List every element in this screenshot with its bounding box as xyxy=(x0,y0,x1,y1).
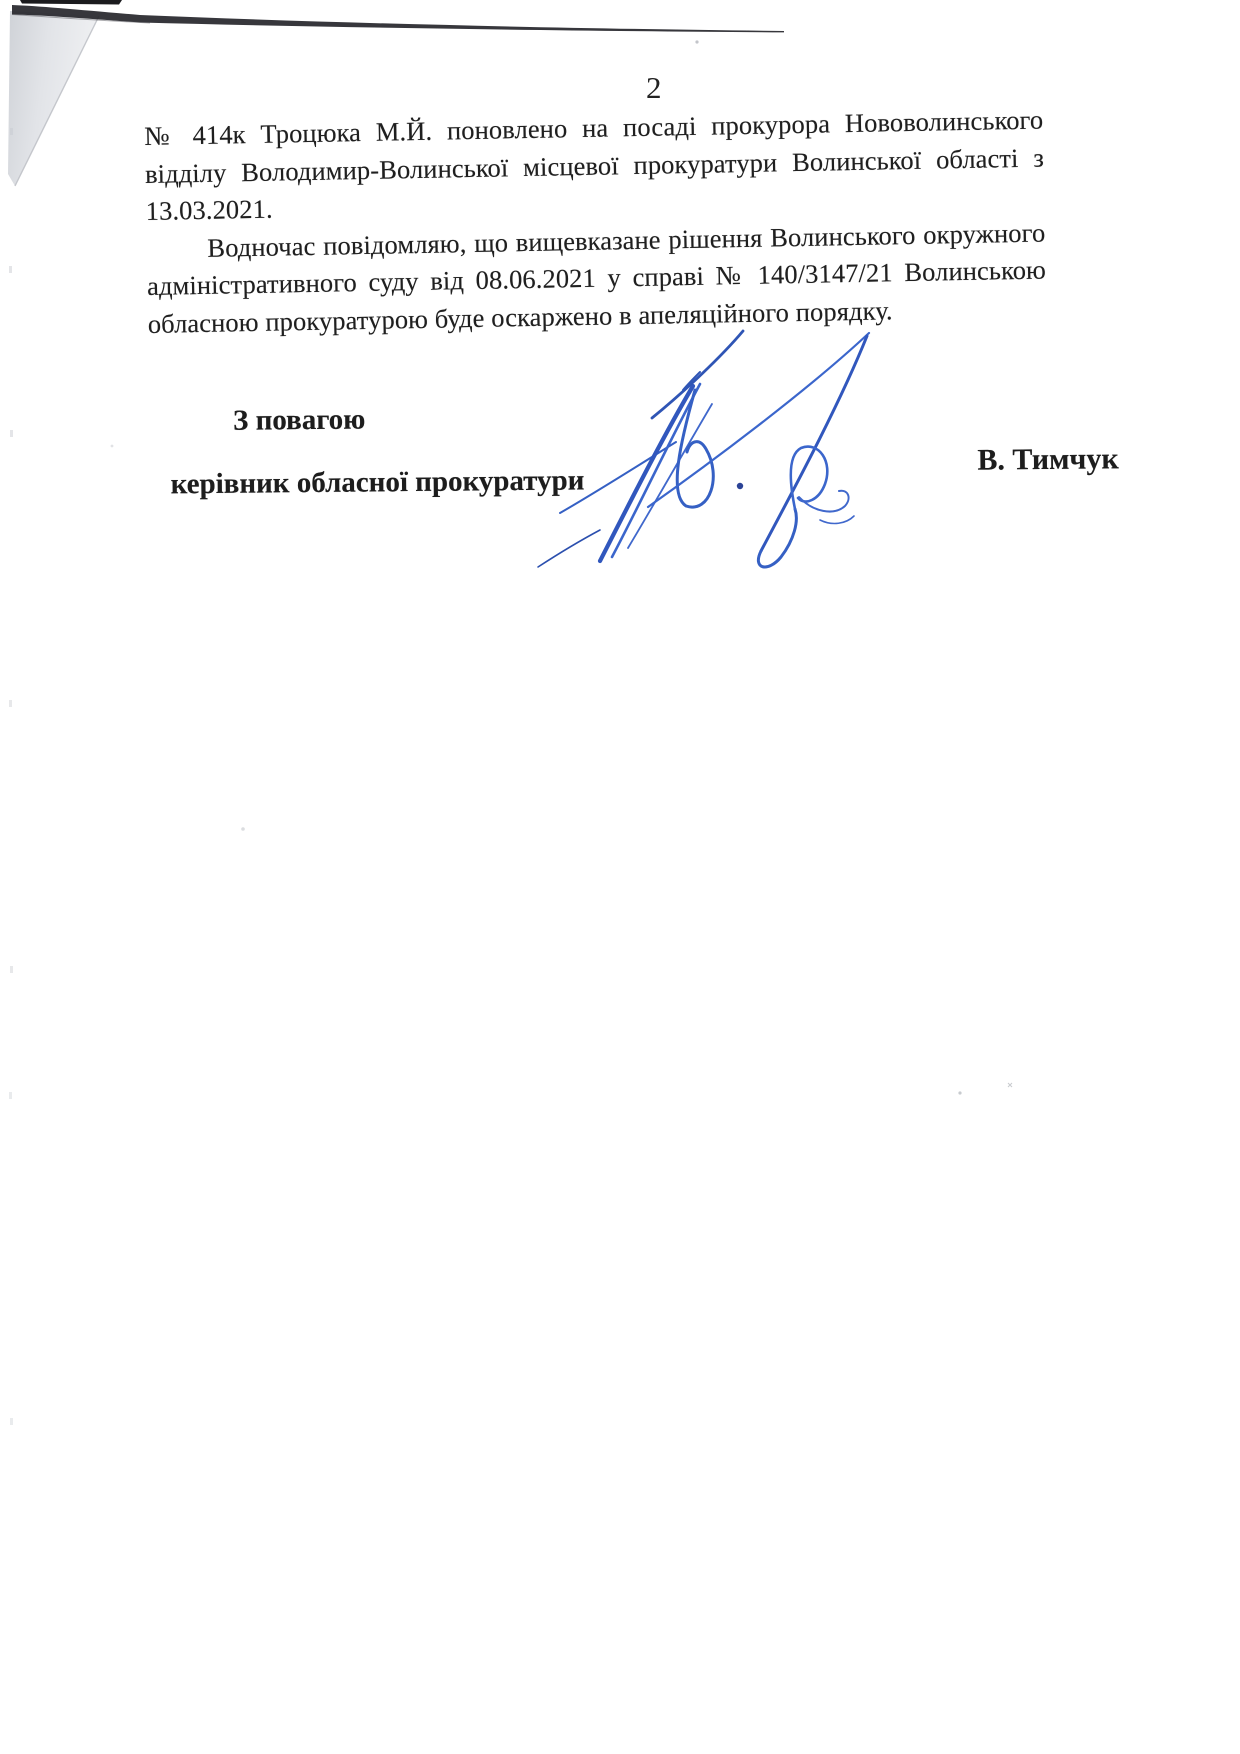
paragraph1-line1: № 414к Троцюка М.Й. поновлено на посаді прокурора Нововолинського xyxy=(144,104,1044,151)
paragraph2-line1: Водночас повідомляю, що вищевказане рішення Волинського окружного xyxy=(207,217,1046,263)
folded-corner-shadow xyxy=(8,11,99,186)
paragraph1-line2: відділу Володимир-Волинської місцевої прокуратури Волинської області з xyxy=(144,142,1045,189)
top-edge-streak xyxy=(12,5,784,32)
handwritten-signature xyxy=(430,300,900,590)
signer-title: керівник обласної прокуратури xyxy=(170,464,585,501)
salutation: З повагою xyxy=(232,403,366,437)
page-number: 2 xyxy=(646,70,662,105)
paragraph2-line2: адміністративного суду від 08.06.2021 у справі № 140/3147/21 Волинською xyxy=(146,254,1047,301)
paragraph2-line3: обласною прокуратурою буде оскаржено в апеляційного порядку. xyxy=(147,294,893,339)
signer-name: В. Тимчук xyxy=(977,442,1119,477)
paragraph1-line3: 13.03.2021. xyxy=(145,193,273,226)
top-edge-dark-bar xyxy=(20,0,122,5)
